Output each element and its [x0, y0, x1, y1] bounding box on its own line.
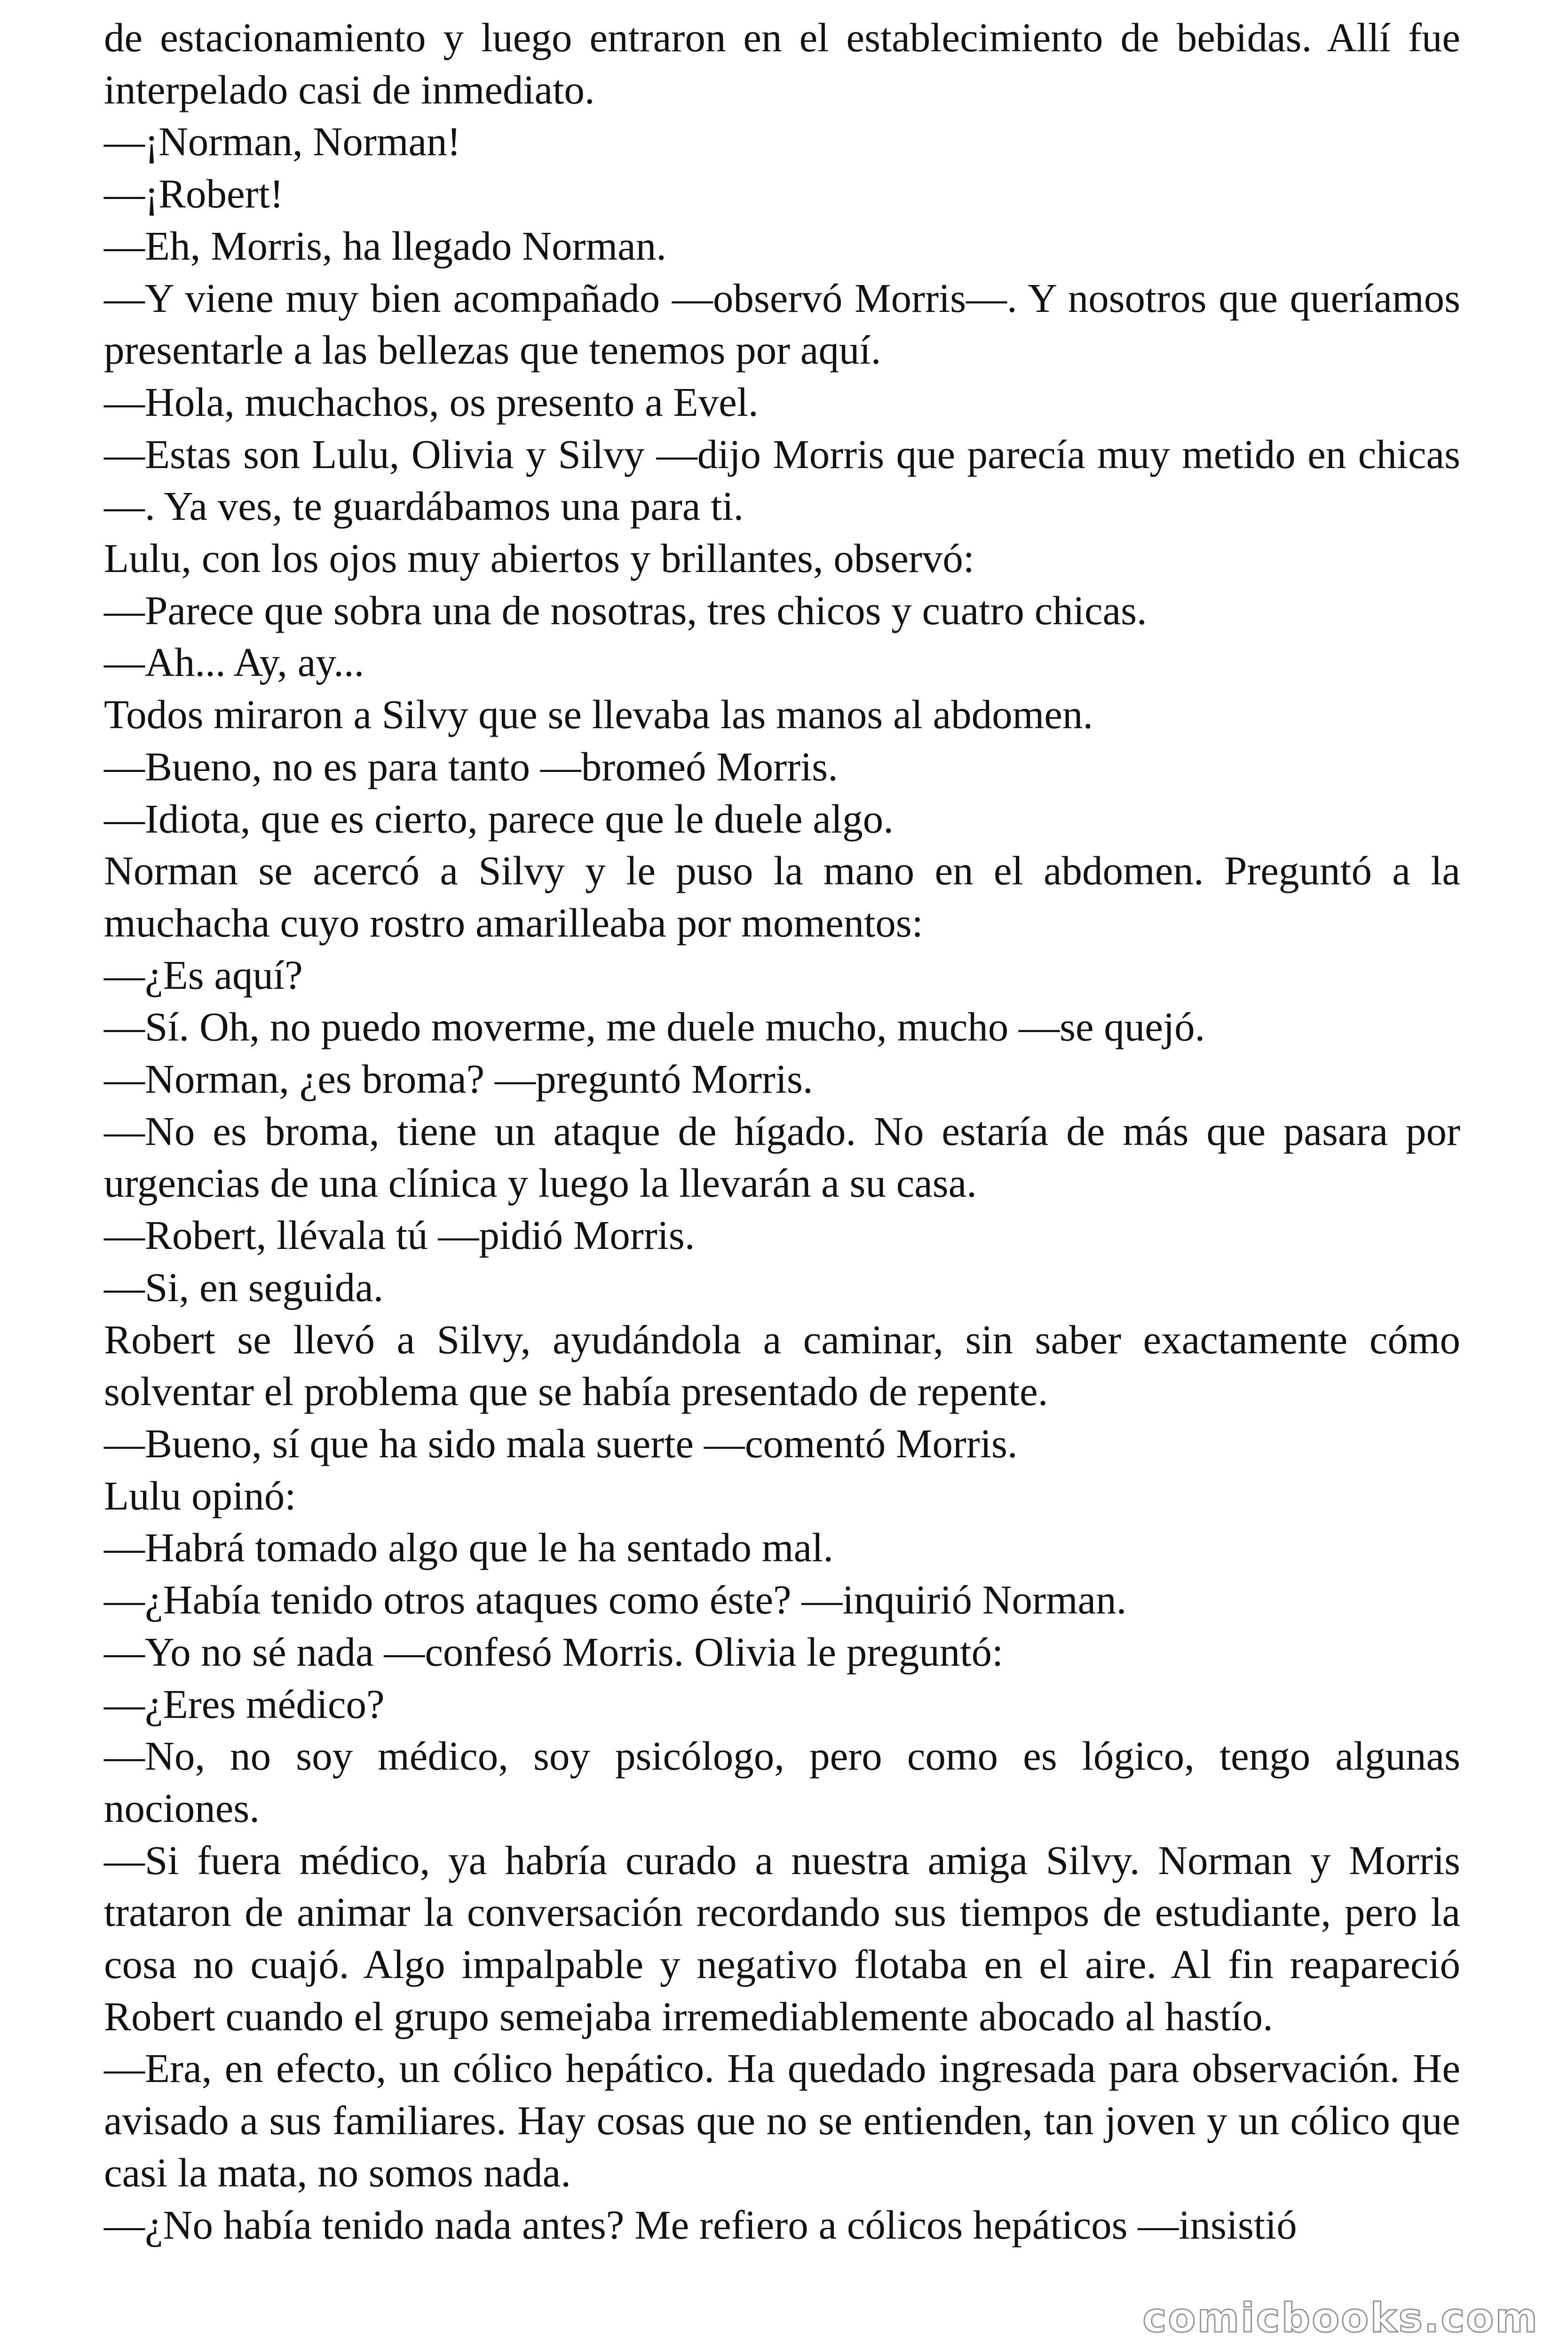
- paragraph: —Robert, llévala tú —pidió Morris.: [104, 1212, 695, 1258]
- paragraph: —Idiota, que es cierto, parece que le duele algo.: [104, 795, 894, 842]
- paragraph: —Y viene muy bien acompañado —observó Morris—. Y nosotros que queríamos presentarle a las bellezas que tenemos por aquí.: [104, 275, 1460, 373]
- paragraph: —Sí. Oh, no puedo moverme, me duele mucho, mucho —se quejó.: [104, 1004, 1205, 1050]
- paragraph: —Bueno, sí que ha sido mala suerte —comentó Morris.: [104, 1420, 1018, 1466]
- paragraph: Lulu opinó:: [104, 1472, 296, 1518]
- paragraph: —¡Robert!: [104, 171, 284, 217]
- paragraph: —Habrá tomado algo que le ha sentado mal.: [104, 1525, 834, 1571]
- paragraph: —Hola, muchachos, os presento a Evel.: [104, 379, 759, 425]
- paragraph: Norman se acercó a Silvy y le puso la mano en el abdomen. Preguntó a la muchacha cuyo rostro amarilleaba por momentos:: [104, 848, 1460, 946]
- paragraph: —No, no soy médico, soy psicólogo, pero como es lógico, tengo algunas nociones.: [104, 1733, 1460, 1831]
- paragraph: —Parece que sobra una de nosotras, tres chicos y cuatro chicas.: [104, 587, 1147, 633]
- paragraph: —¿Había tenido otros ataques como éste? —inquirió Norman.: [104, 1577, 1127, 1623]
- paragraph: —Si fuera médico, ya habría curado a nuestra amiga Silvy. Norman y Morris trataron de animar la conversación recordando sus tiempos de estudiante, pero la cosa no cuajó. Algo impalpable y negativo flotaba en el aire. Al fin reapareció Robert cuando el grupo semejaba irremediablemente abocado al hastío.: [104, 1837, 1460, 2039]
- paragraph: —Estas son Lulu, Olivia y Silvy —dijo Morris que parecía muy metido en chicas—. Ya ves, te guardábamos una para ti.: [104, 431, 1460, 529]
- paragraph: —¿Es aquí?: [104, 952, 303, 998]
- paragraph: —No es broma, tiene un ataque de hígado. No estaría de más que pasara por urgencias de una clínica y luego la llevarán a su casa.: [104, 1108, 1460, 1206]
- paragraph: Todos miraron a Silvy que se llevaba las manos al abdomen.: [104, 691, 1093, 738]
- paragraph: —Ah... Ay, ay...: [104, 639, 364, 685]
- paragraph: —Bueno, no es para tanto —bromeó Morris.: [104, 743, 838, 789]
- book-page-text: [104, 12, 1460, 2251]
- paragraph: Lulu, con los ojos muy abiertos y brillantes, observó:: [104, 535, 974, 581]
- paragraph: —Eh, Morris, ha llegado Norman.: [104, 222, 666, 269]
- paragraph: —¿Eres médico?: [104, 1681, 385, 1727]
- paragraph: —Yo no sé nada —confesó Morris. Olivia le preguntó:: [104, 1629, 1004, 1675]
- paragraph: —¡Norman, Norman!: [104, 119, 461, 165]
- watermark-logo: comicbooks.com: [1142, 2295, 1539, 2342]
- paragraph: de estacionamiento y luego entraron en el establecimiento de bebidas. Allí fue interpelado casi de inmediato.: [104, 15, 1460, 112]
- paragraph: —Si, en seguida.: [104, 1264, 384, 1310]
- paragraph: Robert se llevó a Silvy, ayudándola a caminar, sin saber exactamente cómo solventar el problema que se había presentado de repente.: [104, 1316, 1460, 1414]
- paragraph: —¿No había tenido nada antes? Me refiero a cólicos hepáticos —insistió: [104, 2201, 1297, 2248]
- paragraph: —Norman, ¿es broma? —preguntó Morris.: [104, 1056, 813, 1102]
- paragraph: —Era, en efecto, un cólico hepático. Ha quedado ingresada para observación. He avisado a sus familiares. Hay cosas que no se entienden, tan joven y un cólico que casi la mata, no somos nada.: [104, 2045, 1460, 2195]
